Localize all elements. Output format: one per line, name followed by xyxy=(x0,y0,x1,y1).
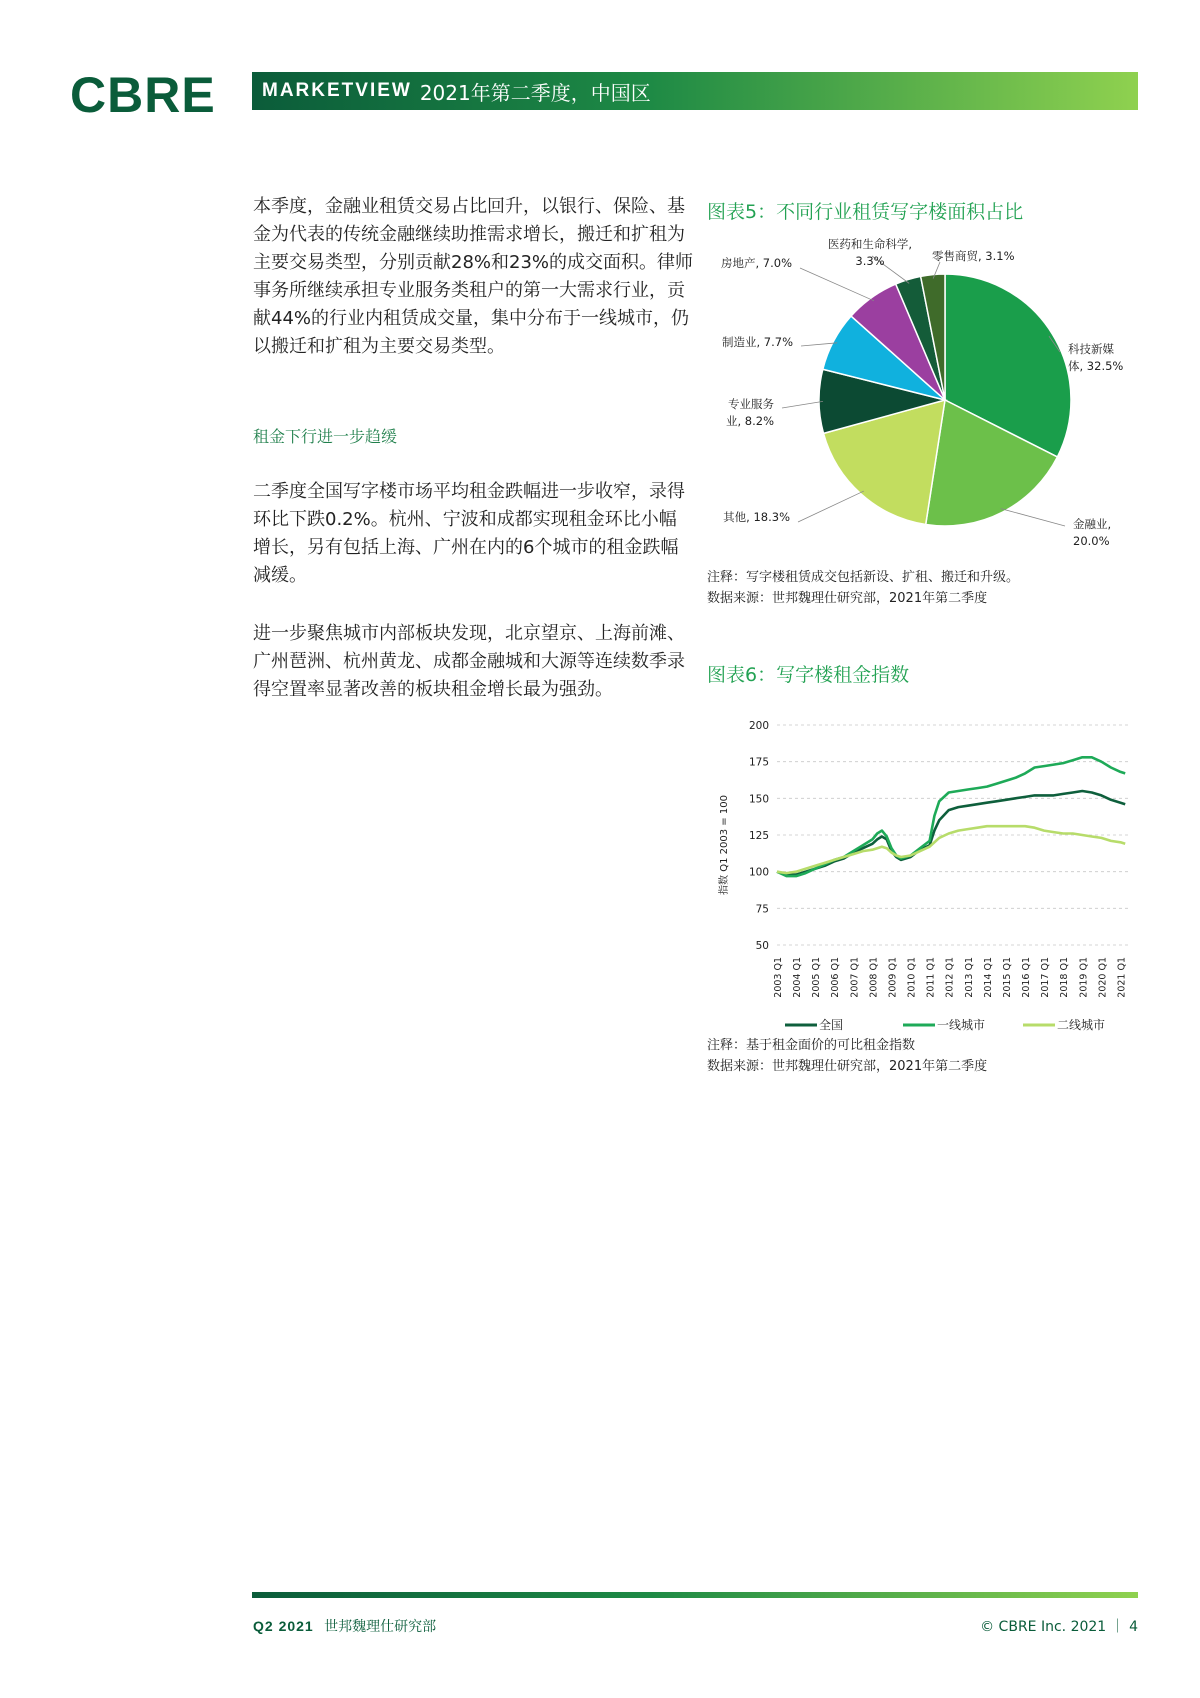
x-tick-label-18: 2020 Q1 xyxy=(1097,957,1109,998)
y-tick-label-6: 75 xyxy=(755,903,769,916)
x-tick-label-12: 2014 Q1 xyxy=(982,957,994,998)
footer-quarter: Q2 2021 xyxy=(253,1618,314,1634)
x-tick-label-1: 2003 Q1 xyxy=(773,957,784,998)
y-tick-label-1: 200 xyxy=(748,720,769,732)
legend-label-1: 全国 xyxy=(819,1018,844,1032)
paragraph-rent-decline: 二季度全国写字楼市场平均租金跌幅进一步收窄，录得环比下跌0.2%。杭州、宁波和成都实现租金环比小幅增长，另有包括上海、广州在内的6个城市的租金跌幅减缓。 xyxy=(253,481,685,586)
legend-label-2: 一线城市 xyxy=(937,1018,986,1032)
footer-copyright-page: © CBRE Inc. 2021 ｜ 4 xyxy=(980,1619,1138,1635)
report-subtitle: 2021年第二季度，中国区 xyxy=(419,80,651,105)
figure6-title: 图表6：写字楼租金指数 xyxy=(707,664,910,686)
paragraph-submarkets: 进一步聚焦城市内部板块发现，北京望京、上海前滩、广州琶洲、杭州黄龙、成都金融城和大源等连续数季录得空置率显著改善的板块租金增长最为强劲。 xyxy=(253,623,685,700)
figure5-source: 数据来源：世邦魏理仕研究部，2021年第二季度 xyxy=(707,591,988,606)
x-tick-label-17: 2019 Q1 xyxy=(1078,957,1090,998)
figure6-source: 数据来源：世邦魏理仕研究部，2021年第二季度 xyxy=(707,1059,988,1074)
y-tick-label-3: 150 xyxy=(748,793,769,806)
x-tick-label-15: 2017 Q1 xyxy=(1040,957,1052,998)
y-tick-label-5: 100 xyxy=(748,866,769,879)
x-tick-label-10: 2012 Q1 xyxy=(944,957,956,998)
legend-label-3: 二线城市 xyxy=(1057,1018,1106,1032)
x-tick-label-14: 2016 Q1 xyxy=(1021,957,1033,998)
pie-label-3: 其他, 18.3% xyxy=(723,510,790,524)
x-tick-label-19: 2021 Q1 xyxy=(1116,957,1128,998)
figure5-note: 注释：写字楼租赁成交包括新设、扩租、搬迁和升级。 xyxy=(707,570,1020,585)
figure5-title: 图表5：不同行业租赁写字楼面积占比 xyxy=(707,201,1024,223)
y-tick-label-4: 125 xyxy=(748,830,769,842)
x-tick-label-2: 2004 Q1 xyxy=(792,957,804,998)
x-tick-label-11: 2013 Q1 xyxy=(963,957,975,998)
pie-leader-line-4 xyxy=(782,401,823,408)
footer-bar xyxy=(252,1592,1138,1598)
figure6-note: 注释：基于租金面价的可比租金指数 xyxy=(707,1038,916,1053)
marketview-label: MARKETVIEW xyxy=(262,80,412,101)
x-tick-label-8: 2010 Q1 xyxy=(906,957,918,998)
y-tick-label-2: 175 xyxy=(748,756,769,769)
y-axis-label: 指数 Q1 2003 = 100 xyxy=(719,795,730,895)
pie-label-5: 制造业, 7.7% xyxy=(721,335,793,349)
x-tick-label-13: 2015 Q1 xyxy=(1001,957,1013,998)
figure6-notes xyxy=(707,1035,987,1077)
x-tick-label-9: 2011 Q1 xyxy=(925,957,937,998)
pie-label-1: 科技新媒体, 32.5% xyxy=(1068,342,1124,373)
x-tick-label-4: 2006 Q1 xyxy=(830,957,842,998)
footer-left xyxy=(253,1616,436,1636)
rent-index-line-chart xyxy=(705,705,1145,1050)
series-line-2 xyxy=(777,757,1125,876)
x-tick-label-5: 2007 Q1 xyxy=(849,957,861,998)
pie-leader-line-3 xyxy=(798,491,864,522)
x-tick-label-3: 2005 Q1 xyxy=(811,957,823,998)
industry-pie-chart xyxy=(690,230,1160,570)
x-tick-label-16: 2018 Q1 xyxy=(1059,957,1071,998)
figure5-notes xyxy=(707,567,1019,609)
x-tick-label-7: 2009 Q1 xyxy=(887,957,899,998)
header-banner xyxy=(252,72,1138,110)
pie-label-2: 金融业, 20.0% xyxy=(1073,517,1112,548)
x-tick-label-6: 2008 Q1 xyxy=(868,957,880,998)
pie-label-8: 零售商贸, 3.1% xyxy=(932,249,1015,263)
paragraph-financial-leasing: 本季度，金融业租赁交易占比回升，以银行、保险、基金为代表的传统金融继续助推需求增长，搬迁和扩租为主要交易类型，分别贡献28%和23%的成交面积。律师事务所继续承担专业服务类租户的第一大需求行业，贡献44%的行业内租赁成交量，集中分布于一线城市，仍以搬迁和扩租为主要交易类型。 xyxy=(253,196,694,357)
pie-label-4: 专业服务业, 8.2% xyxy=(725,397,774,428)
series-line-3 xyxy=(777,826,1125,873)
pie-label-7: 医药和生命科学, 3.3% xyxy=(827,237,913,268)
pie-leader-line-6 xyxy=(800,268,874,301)
pie-leader-line-2 xyxy=(1001,509,1065,526)
y-tick-label-7: 50 xyxy=(755,940,769,952)
footer-org: 世邦魏理仕研究部 xyxy=(324,1619,437,1635)
section-subheading: 租金下行进一步趋缓 xyxy=(253,427,398,446)
cbre-logo: CBRE xyxy=(70,67,216,123)
pie-label-6: 房地产, 7.0% xyxy=(720,256,792,270)
